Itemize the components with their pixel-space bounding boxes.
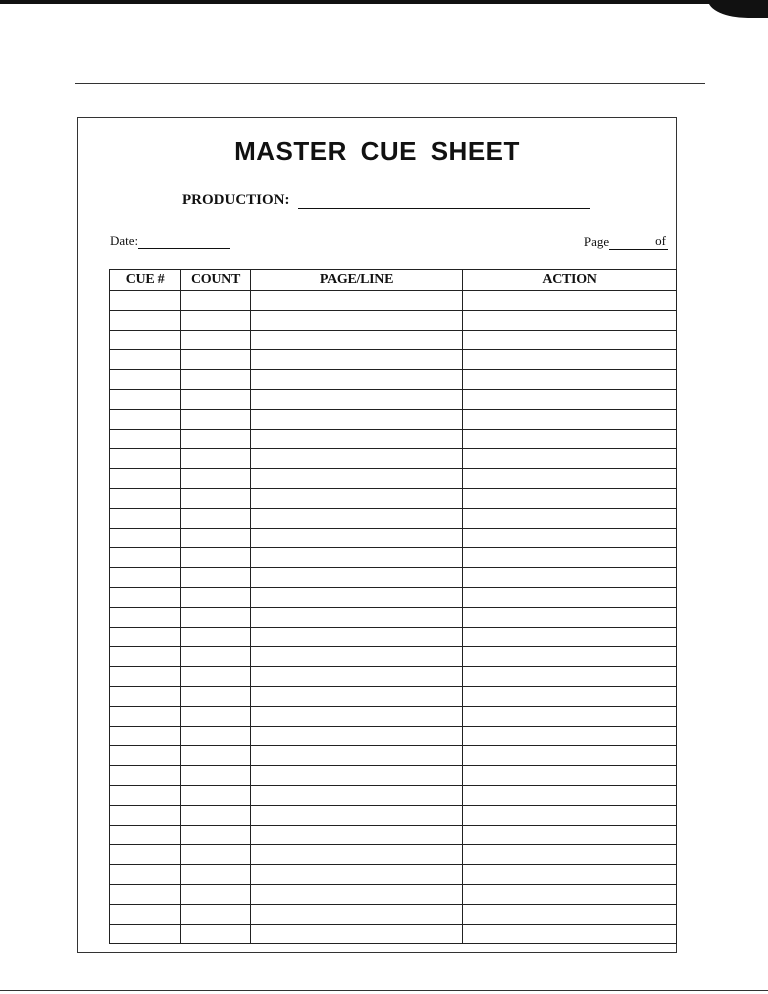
count-cell[interactable] xyxy=(181,607,251,627)
table-row xyxy=(110,766,677,786)
table-row xyxy=(110,647,677,667)
table-row xyxy=(110,686,677,706)
action-cell[interactable] xyxy=(463,746,677,766)
cue-number-cell[interactable] xyxy=(110,310,181,330)
count-cell[interactable] xyxy=(181,429,251,449)
cue-number-cell[interactable] xyxy=(110,350,181,370)
action-cell[interactable] xyxy=(463,370,677,390)
cue-number-cell[interactable] xyxy=(110,667,181,687)
page-line-cell[interactable] xyxy=(251,746,463,766)
count-cell[interactable] xyxy=(181,627,251,647)
action-cell[interactable] xyxy=(463,667,677,687)
page-line-cell[interactable] xyxy=(251,350,463,370)
top-border-bar xyxy=(0,0,740,4)
cue-number-cell[interactable] xyxy=(110,587,181,607)
count-cell[interactable] xyxy=(181,785,251,805)
count-cell[interactable] xyxy=(181,686,251,706)
count-cell[interactable] xyxy=(181,726,251,746)
table-row xyxy=(110,528,677,548)
action-cell[interactable] xyxy=(463,904,677,924)
column-header-page-line: PAGE/LINE xyxy=(251,270,463,291)
table-row xyxy=(110,548,677,568)
cue-number-cell[interactable] xyxy=(110,686,181,706)
count-cell[interactable] xyxy=(181,409,251,429)
production-label: PRODUCTION: xyxy=(182,192,290,208)
page-line-cell[interactable] xyxy=(251,469,463,489)
page-line-cell[interactable] xyxy=(251,528,463,548)
column-header-action: ACTION xyxy=(463,270,677,291)
action-cell[interactable] xyxy=(463,766,677,786)
action-cell[interactable] xyxy=(463,647,677,667)
count-cell[interactable] xyxy=(181,310,251,330)
page-line-cell[interactable] xyxy=(251,726,463,746)
cue-number-cell[interactable] xyxy=(110,370,181,390)
cue-number-cell[interactable] xyxy=(110,845,181,865)
table-row xyxy=(110,488,677,508)
page-label: Page xyxy=(583,234,610,249)
table-row xyxy=(110,607,677,627)
table-row xyxy=(110,291,677,311)
action-cell[interactable] xyxy=(463,350,677,370)
count-cell[interactable] xyxy=(181,350,251,370)
page-line-cell[interactable] xyxy=(251,825,463,845)
count-cell[interactable] xyxy=(181,528,251,548)
table-row xyxy=(110,508,677,528)
page-line-cell[interactable] xyxy=(251,568,463,588)
corner-tab-decoration xyxy=(708,0,768,18)
cue-table-body xyxy=(110,291,677,944)
page-line-cell[interactable] xyxy=(251,686,463,706)
column-header-cue-number: CUE # xyxy=(110,270,181,291)
action-cell[interactable] xyxy=(463,845,677,865)
cue-number-cell[interactable] xyxy=(110,429,181,449)
table-row xyxy=(110,370,677,390)
count-cell[interactable] xyxy=(181,884,251,904)
table-row xyxy=(110,746,677,766)
table-row xyxy=(110,568,677,588)
production-field xyxy=(182,192,590,209)
page-title: MASTER CUE SHEET xyxy=(234,136,520,166)
table-row xyxy=(110,429,677,449)
cue-number-cell[interactable] xyxy=(110,528,181,548)
count-cell[interactable] xyxy=(181,449,251,469)
page-line-cell[interactable] xyxy=(251,310,463,330)
table-row xyxy=(110,469,677,489)
action-cell[interactable] xyxy=(463,627,677,647)
table-row xyxy=(110,924,677,944)
action-cell[interactable] xyxy=(463,568,677,588)
page-line-cell[interactable] xyxy=(251,884,463,904)
footer-rule xyxy=(0,990,768,991)
action-cell[interactable] xyxy=(463,449,677,469)
cue-number-cell[interactable] xyxy=(110,291,181,311)
date-blank-line[interactable] xyxy=(138,235,230,249)
cue-number-cell[interactable] xyxy=(110,488,181,508)
action-cell[interactable] xyxy=(463,389,677,409)
page-line-cell[interactable] xyxy=(251,330,463,350)
action-cell[interactable] xyxy=(463,310,677,330)
cue-number-cell[interactable] xyxy=(110,785,181,805)
page-line-cell[interactable] xyxy=(251,785,463,805)
action-cell[interactable] xyxy=(463,508,677,528)
cue-number-cell[interactable] xyxy=(110,409,181,429)
cue-table-header-row xyxy=(110,270,677,291)
count-cell[interactable] xyxy=(181,330,251,350)
table-row xyxy=(110,706,677,726)
table-row xyxy=(110,350,677,370)
page-line-cell[interactable] xyxy=(251,548,463,568)
action-cell[interactable] xyxy=(463,884,677,904)
count-cell[interactable] xyxy=(181,647,251,667)
table-row xyxy=(110,805,677,825)
header-rule xyxy=(75,83,705,84)
action-cell[interactable] xyxy=(463,469,677,489)
action-cell[interactable] xyxy=(463,686,677,706)
count-cell[interactable] xyxy=(181,370,251,390)
cue-number-cell[interactable] xyxy=(110,805,181,825)
count-cell[interactable] xyxy=(181,706,251,726)
page-line-cell[interactable] xyxy=(251,409,463,429)
table-row xyxy=(110,785,677,805)
cue-number-cell[interactable] xyxy=(110,607,181,627)
table-row xyxy=(110,825,677,845)
action-cell[interactable] xyxy=(463,607,677,627)
page-line-cell[interactable] xyxy=(251,449,463,469)
count-cell[interactable] xyxy=(181,488,251,508)
count-cell[interactable] xyxy=(181,389,251,409)
page-line-cell[interactable] xyxy=(251,370,463,390)
page-line-cell[interactable] xyxy=(251,647,463,667)
page-line-cell[interactable] xyxy=(251,805,463,825)
action-cell[interactable] xyxy=(463,548,677,568)
count-cell[interactable] xyxy=(181,548,251,568)
action-cell[interactable] xyxy=(463,825,677,845)
cue-number-cell[interactable] xyxy=(110,647,181,667)
table-row xyxy=(110,865,677,885)
table-row xyxy=(110,627,677,647)
cue-number-cell[interactable] xyxy=(110,706,181,726)
count-cell[interactable] xyxy=(181,508,251,528)
cue-number-cell[interactable] xyxy=(110,746,181,766)
cue-sheet-form xyxy=(77,117,677,953)
count-cell[interactable] xyxy=(181,865,251,885)
cue-table xyxy=(109,269,677,944)
cue-number-cell[interactable] xyxy=(110,825,181,845)
cue-number-cell[interactable] xyxy=(110,865,181,885)
cue-number-cell[interactable] xyxy=(110,330,181,350)
table-row xyxy=(110,449,677,469)
page-line-cell[interactable] xyxy=(251,291,463,311)
action-cell[interactable] xyxy=(463,528,677,548)
page-line-cell[interactable] xyxy=(251,924,463,944)
page-line-cell[interactable] xyxy=(251,488,463,508)
column-header-count: COUNT xyxy=(181,270,251,291)
page-line-cell[interactable] xyxy=(251,904,463,924)
count-cell[interactable] xyxy=(181,904,251,924)
count-cell[interactable] xyxy=(181,924,251,944)
count-cell[interactable] xyxy=(181,746,251,766)
count-cell[interactable] xyxy=(181,766,251,786)
cue-number-cell[interactable] xyxy=(110,449,181,469)
cue-number-cell[interactable] xyxy=(110,469,181,489)
page-line-cell[interactable] xyxy=(251,508,463,528)
page-line-cell[interactable] xyxy=(251,865,463,885)
action-cell[interactable] xyxy=(463,924,677,944)
page-line-cell[interactable] xyxy=(251,706,463,726)
date-field xyxy=(110,233,230,249)
table-row xyxy=(110,310,677,330)
action-cell[interactable] xyxy=(463,587,677,607)
action-cell[interactable] xyxy=(463,409,677,429)
table-row xyxy=(110,389,677,409)
table-row xyxy=(110,726,677,746)
page-line-cell[interactable] xyxy=(251,587,463,607)
cue-number-cell[interactable] xyxy=(110,389,181,409)
production-blank-line[interactable] xyxy=(298,194,590,209)
table-row xyxy=(110,904,677,924)
action-cell[interactable] xyxy=(463,865,677,885)
table-row xyxy=(110,884,677,904)
action-cell[interactable] xyxy=(463,291,677,311)
action-cell[interactable] xyxy=(463,726,677,746)
count-cell[interactable] xyxy=(181,568,251,588)
action-cell[interactable] xyxy=(463,805,677,825)
of-label: of xyxy=(649,233,668,250)
action-cell[interactable] xyxy=(463,706,677,726)
page-number-field xyxy=(584,233,668,250)
table-row xyxy=(110,667,677,687)
page-line-cell[interactable] xyxy=(251,667,463,687)
action-cell[interactable] xyxy=(463,488,677,508)
count-cell[interactable] xyxy=(181,805,251,825)
cue-number-cell[interactable] xyxy=(110,627,181,647)
count-cell[interactable] xyxy=(181,469,251,489)
cue-number-cell[interactable] xyxy=(110,766,181,786)
count-cell[interactable] xyxy=(181,667,251,687)
count-cell[interactable] xyxy=(181,825,251,845)
table-row xyxy=(110,845,677,865)
page-line-cell[interactable] xyxy=(251,766,463,786)
table-row xyxy=(110,409,677,429)
page-number-blank-line[interactable] xyxy=(609,236,649,250)
table-row xyxy=(110,587,677,607)
page-line-cell[interactable] xyxy=(251,429,463,449)
cue-number-cell[interactable] xyxy=(110,726,181,746)
action-cell[interactable] xyxy=(463,429,677,449)
page-line-cell[interactable] xyxy=(251,389,463,409)
date-label: Date: xyxy=(110,233,139,248)
count-cell[interactable] xyxy=(181,845,251,865)
action-cell[interactable] xyxy=(463,330,677,350)
page-line-cell[interactable] xyxy=(251,627,463,647)
page-line-cell[interactable] xyxy=(251,845,463,865)
count-cell[interactable] xyxy=(181,291,251,311)
cue-number-cell[interactable] xyxy=(110,568,181,588)
action-cell[interactable] xyxy=(463,785,677,805)
cue-number-cell[interactable] xyxy=(110,508,181,528)
count-cell[interactable] xyxy=(181,587,251,607)
cue-number-cell[interactable] xyxy=(110,884,181,904)
page-line-cell[interactable] xyxy=(251,607,463,627)
cue-number-cell[interactable] xyxy=(110,548,181,568)
cue-number-cell[interactable] xyxy=(110,904,181,924)
cue-number-cell[interactable] xyxy=(110,924,181,944)
table-row xyxy=(110,330,677,350)
